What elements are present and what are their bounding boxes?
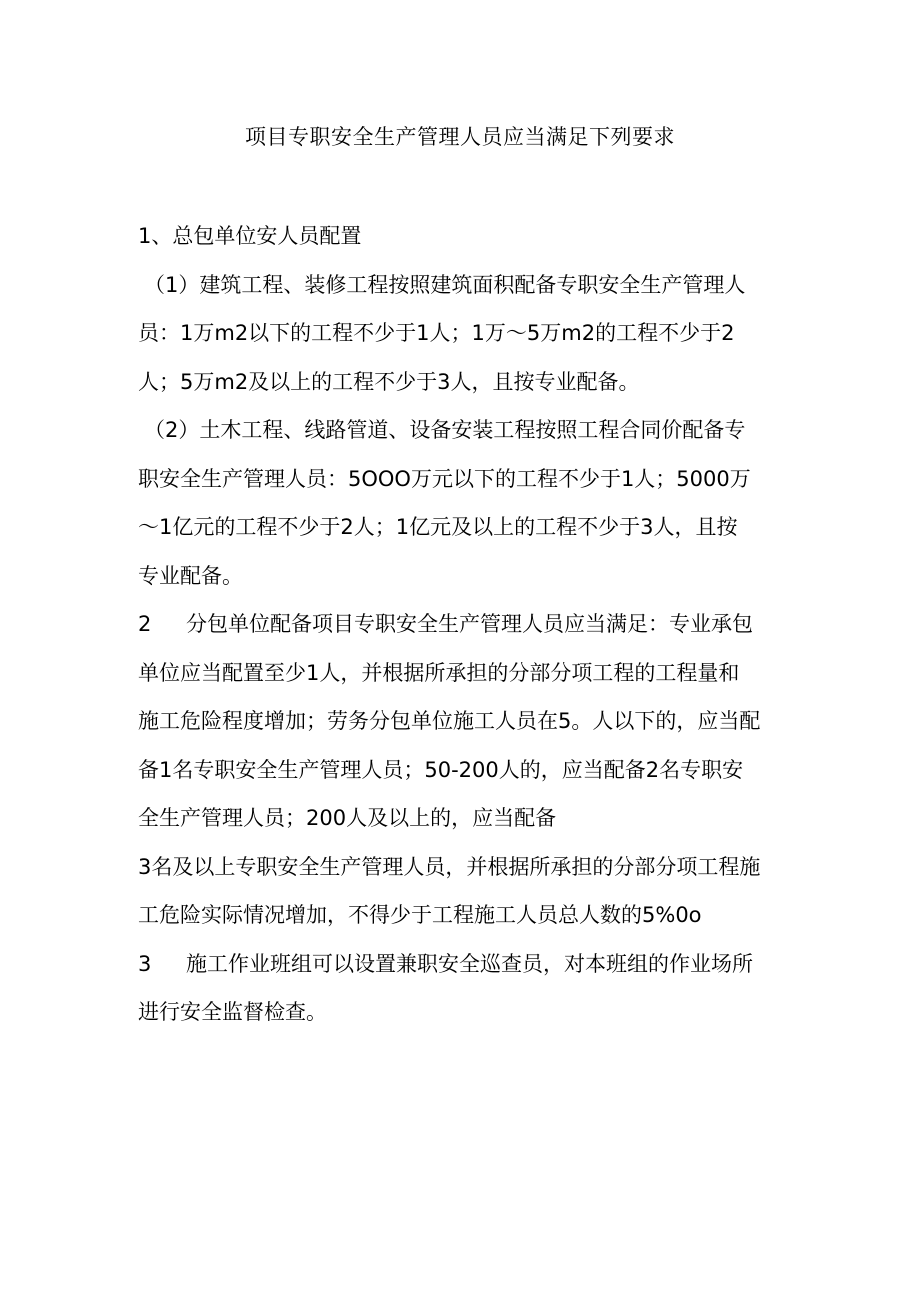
section-2-text: 分包单位配备项目专职安全生产管理人员应当满足：专业承包 [186, 612, 753, 636]
paragraph-line: 施工危险程度增加；劳务分包单位施工人员在5。人以下的，应当配 [138, 709, 761, 733]
paragraph-line: （1）建筑工程、装修工程按照建筑面积配备专职安全生产管理人 [144, 272, 746, 297]
section-2-line [138, 600, 783, 649]
paragraph-line: （2）土木工程、线路管道、设备安装工程按照工程合同价配备专 [144, 418, 746, 442]
paragraph-line: 工危险实际情况增加，不得少于工程施工人员总人数的5%0o [138, 903, 702, 927]
paragraph-line: 单位应当配置至少1人，并根据所承担的分部分项工程的工程量和 [138, 660, 740, 685]
section-3-number: 3 [138, 951, 152, 976]
paragraph-line: 全生产管理人员；200人及以上的，应当配备 [138, 806, 557, 830]
paragraph-line: ～1亿元的工程不少于2人；1亿元及以上的工程不少于3人，且按 [138, 515, 738, 539]
section-3-line [138, 940, 783, 989]
section-1-heading: 1、总包单位安人员配置 [138, 224, 362, 248]
paragraph-line: 专业配备。 [138, 563, 243, 588]
section-3-text: 施工作业班组可以设置兼职安全巡查员，对本班组的作业场所 [186, 951, 753, 976]
paragraph-line: 职安全生产管理人员：5OOO万元以下的工程不少于1人；5000万 [138, 466, 751, 491]
paragraph-line: 进行安全监督检查。 [138, 1000, 327, 1024]
section-2-number: 2 [138, 612, 152, 636]
document-title: 项目专职安全生产管理人员应当满足下列要求 [245, 125, 675, 149]
paragraph-line: 员：1万m2以下的工程不少于1人；1万～5万m2的工程不少于2 [138, 321, 735, 345]
document-body [138, 212, 783, 1037]
paragraph-line: 人；5万m2及以上的工程不少于3人，且按专业配备。 [138, 369, 640, 394]
paragraph-line: 备1名专职安全生产管理人员；50-200人的，应当配备2名专职安 [138, 757, 744, 782]
paragraph-line: 3名及以上专职安全生产管理人员，并根据所承担的分部分项工程施 [138, 854, 761, 879]
